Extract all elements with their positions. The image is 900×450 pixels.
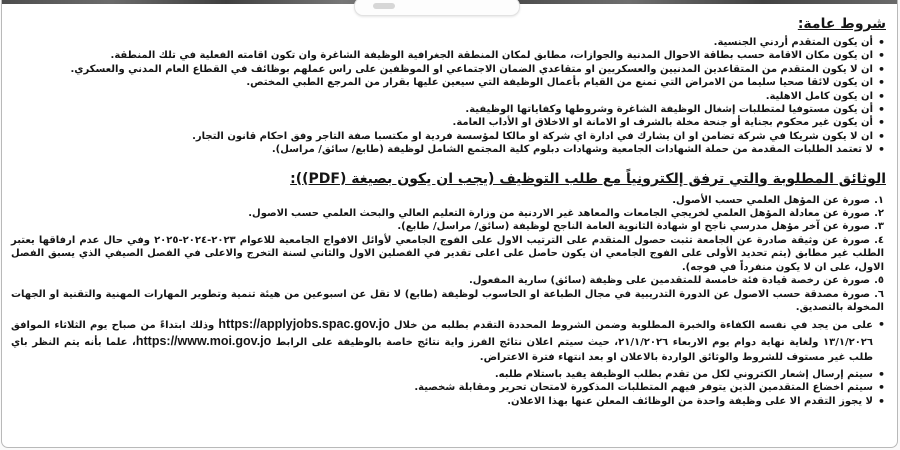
apply-text: على من يجد في نفسه الكفاءة والخبرة المطلوبة وضمن الشروط المحددة التقدم بطلبه من خلال [389,320,873,332]
note-item: • لا يجوز التقدم الا على وظيفة واحدة من الوظائف المعلن عنها بهذا الاعلان. [11,395,888,408]
apply-text: وذلك ابتداءً من صباح يوم الثلاثاء الموافق ١٣/١/٢٠٢٦ ولغاية نهاية دوام يوم الاربعاء ٢١/١/٢٠٢٦، حيث سيتم اعلان نتائج الفرز واية نتائج خاصة بالوظيفة على الرابط [11,320,874,348]
apply-url-link[interactable]: https://applyjobs.spac.gov.jo [218,317,390,332]
item-text: صورة عن آخر مؤهل مدرسي ناجح او شهادة الثانوية العامة الناجح لوظيفة (سائق/ مراسل/ طابع). [397,221,871,233]
item-text: صورة عن وثيقة صادرة عن الجامعة تثبت حصول المتقدم على الترتيب الاول على الفوج الجامعي لأوائل الافواج الجامعية للاعوام ٢٠٢٣-٢٠٢٤-٢٠٢٥ وفي حال عدم ارفاقها يعتبر الطلب غير مطابق (يتم تحديد الأولى على الفوج الجامعي ان يكون حاصل على اعلى تقدير في الفصلين الاول والثاني لسنة التخرج والاعلى في الفصل الصيفي الذي يسبق الفصل الاول، على ان لا يكون منفرداً في فوجه). [11,234,884,273]
section-title-required-documents: الوثائق المطلوبة والتي ترفق إلكترونياً مع طلب التوظيف (يجب ان يكون بصيغة (PDF)): [290,170,886,187]
condition-item: • لا تعتمد الطلبات المقدمة من حملة الشهادات الجامعية وشهادات دبلوم كلية المجتمع الشامل لوظيفة (طابع/ سائق/ مراسل). [11,143,888,156]
apply-text: ، علما بأنه يتم النظر باي طلب غير مستوف للشروط والوثائق الواردة بالاعلان او بعد انتهاء فترة الاعتراض. [11,336,873,364]
condition-item: • أن يكون المتقدم أردني الجنسية. [11,36,888,49]
condition-item: • ان لا يكون المتقدم من المتقاعدين المدنيين والعسكريين او متقاعدي الضمان الاجتماعي او الموظفين على راس عملهم بوظائف في القطاع العام المدني والعسكري. [11,63,888,76]
item-text: صورة عن رخصة قيادة فئة خامسة للمتقدمين على وظيفة (سائق) سارية المفعول. [468,275,871,287]
item-number: ٣. [874,221,884,233]
item-number: ٦. [874,288,884,300]
item-text: صورة عن المؤهل العلمي حسب الأصول. [672,194,871,206]
condition-item: • ان لا يكون شريكا في شركة تضامن او ان يشارك في ادارة اي شركة او مالكا لمؤسسة فردية او مكتسبا صفة التاجر وفق احكام قانون التجار. [11,130,888,143]
section-title-general-conditions: شروط عامة: [797,16,886,32]
application-instructions [11,317,888,366]
note-item: • سيتم إرسال إشعار الكتروني لكل من تقدم بطلب الوظيفة يفيد باستلام طلبه. [11,368,888,381]
document-item [11,234,888,274]
item-text: صورة مصدقة حسب الاصول عن الدورة التدريبية في مجال الطباعة او الحاسوب لوظيفة (طابع) لا تقل عن اسبوعين من هيئة تنمية وتطوير المهارات المهنية والتقنية او الجهات المخولة بالتصديق. [11,288,884,313]
item-number: ٢. [874,208,884,220]
document-item [11,194,888,207]
document-item [11,274,888,287]
viewer-tab-handle[interactable] [354,0,520,16]
note-item: • سيتم اخضاع المتقدمين الذين يتوفر فيهم المتطلبات المذكورة لامتحان تحرير ومقابلة شخصية. [11,381,888,394]
document-item [11,207,888,220]
document-item [11,288,888,315]
results-url-link[interactable]: https://www.moi.gov.jo [135,333,272,348]
item-number: ١. [874,194,884,206]
condition-item: • أن يكون غير محكوم بجناية أو جنحة مخلة بالشرف او الامانة او الاخلاق او الأداب العامة. [11,116,888,129]
document-page [1,0,898,448]
condition-item: • ان يكون مكان الاقامة حسب بطاقة الاحوال المدنية والجوازات، مطابق لمكان المنطقة الجغرافية الوظيفة الشاغرة وان تكون اقامته الفعلية في تلك المنطقة. [11,49,888,62]
condition-item: • أن يكون مستوفيا لمتطلبات إشغال الوظيفة الشاغرة وشروطها وكفاياتها الوظيفية. [11,103,888,116]
item-number: ٤. [874,234,884,246]
item-number: ٥. [874,275,884,287]
condition-item: • ان يكون كامل الاهلية. [11,90,888,103]
item-text: صورة عن معادلة المؤهل العلمي لخريجي الجامعات والمعاهد غير الاردنية من وزارة التعليم العالي والبحث العلمي حسب الاصول. [248,208,871,220]
document-item [11,220,888,233]
document-content [11,15,888,408]
drag-grip-icon [373,3,395,9]
condition-item: • ان يكون لائقا صحيا سليما من الامراض التي تمنع من القيام بأعمال الوظيفة التي سيعين عليها بقرار من المرجع الطبي المختص. [11,76,888,89]
